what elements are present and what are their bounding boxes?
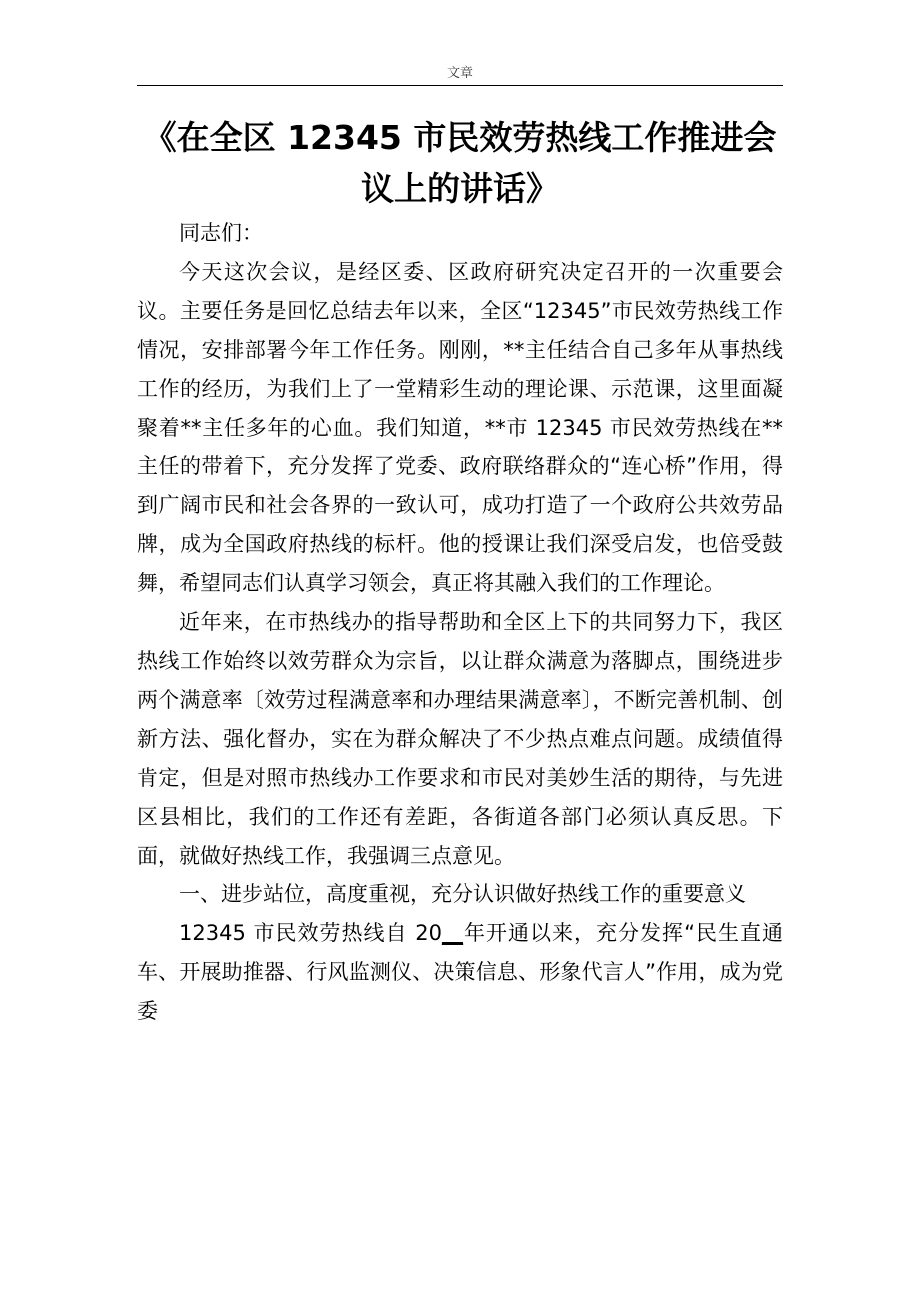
paragraph-text-rest: 年开通以来，充分发挥“民生直通车、开展助推器、行风监测仪、决策信息、形象代言人”作用，成为党委 [137,921,783,1024]
section-heading-1: 一、进步站位，高度重视，充分认识做好热线工作的重要意义 [179,882,746,907]
year-blank: __ [441,921,463,946]
salutation-paragraph: 同志们： [179,221,263,245]
body-paragraph-3 [137,914,783,1031]
document-title: 《在全区 12345 市民效劳热线工作推进会议上的讲话》 [143,118,777,208]
body-paragraph-1: 今天这次会议，是经区委、区政府研究决定召开的一次重要会议。主要任务是回忆总结去年以来，全区“12345”市民效劳热线工作情况，安排部署今年工作任务。刚刚，**主任结合自己多年从事热线工作的经历，为我们上了一堂精彩生动的理论课、示范课，这里面凝聚着**主任多年的心血。我们知道，**市 12345 市民效劳热线在**主任的带着下，充分发挥了党委、政府联络群众的“连心桥”作用，得到广阔市民和社会各界的一致认可，成功打造了一个政府公共效劳品牌，成为全国政府热线的标杆。他的授课让我们深受启发，也倍受鼓舞，希望同志们认真学习领会，真正将其融入我们的工作理论。 [137,259,783,596]
paragraph-text-start: 12345 市民效劳热线自 20 [179,921,442,946]
header-divider [137,85,783,86]
document-body [137,214,783,1031]
body-paragraph-2: 近年来，在市热线办的指导帮助和全区上下的共同努力下，我区热线工作始终以效劳群众为宗旨，以让群众满意为落脚点，围绕进步两个满意率〔效劳过程满意率和办理结果满意率〕，不断完善机制、创新方法、强化督办，实在为群众解决了不少热点难点问题。成绩值得肯定，但是对照市热线办工作要求和市民对美妙生活的期待，与先进区县相比，我们的工作还有差距，各街道各部门必须认真反思。下面，就做好热线工作，我强调三点意见。 [137,610,783,868]
page-header-label: 文章 [446,66,473,81]
